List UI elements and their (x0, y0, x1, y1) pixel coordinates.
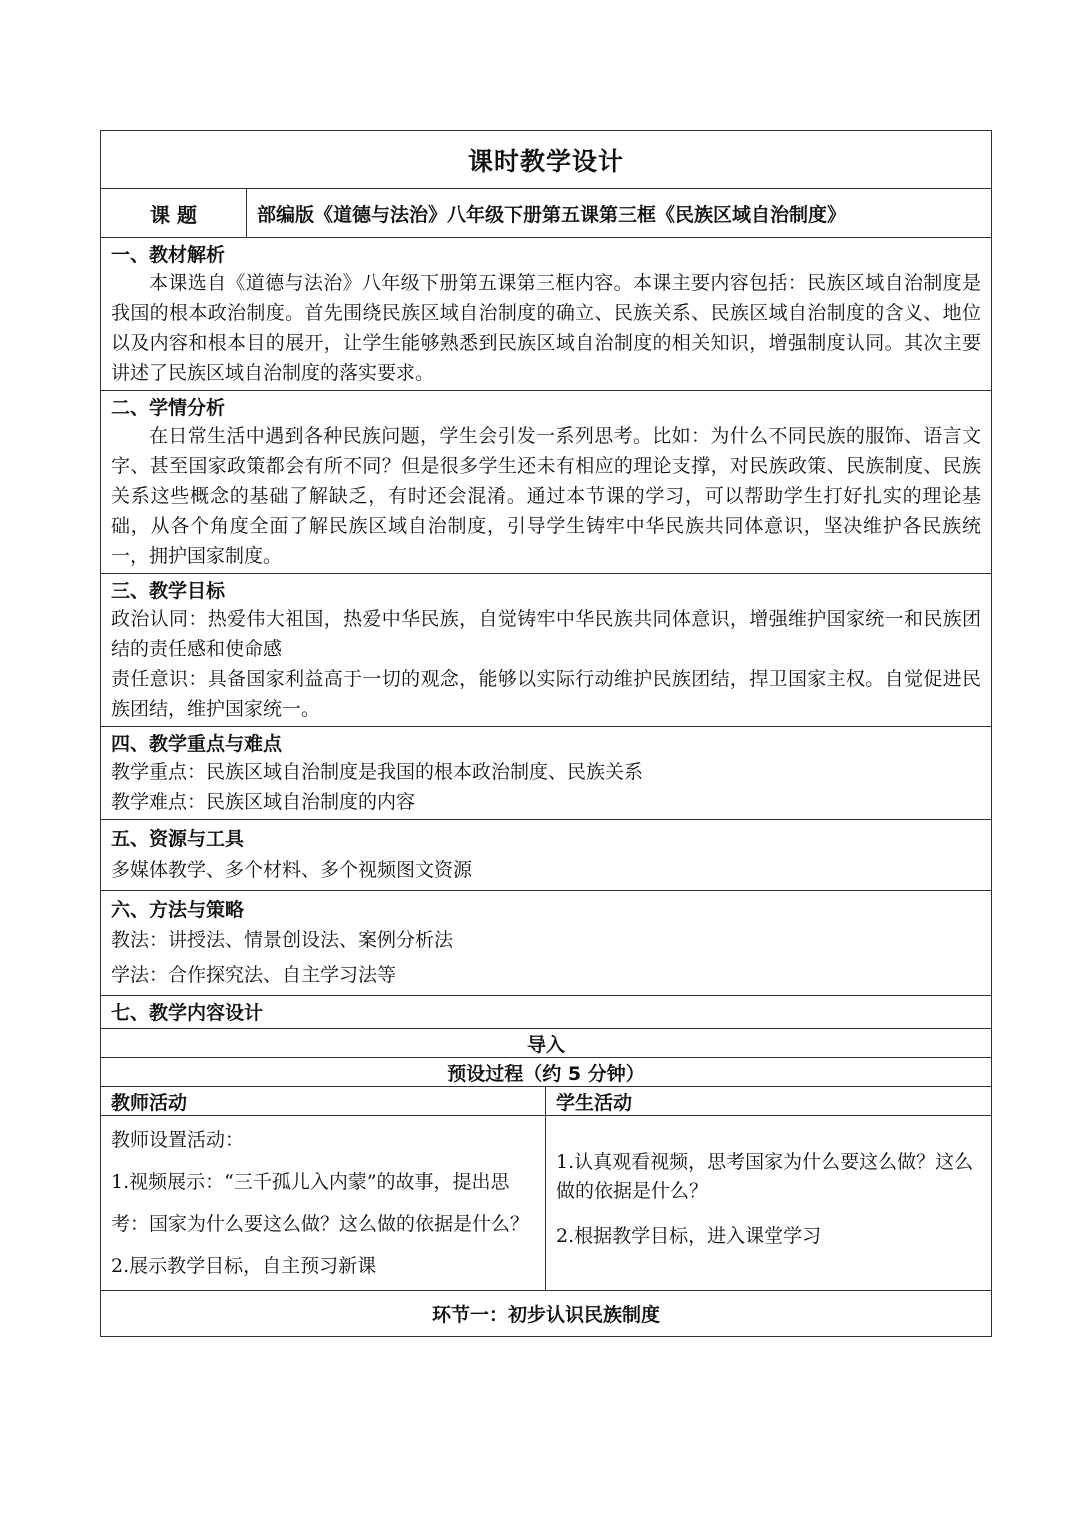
section-text: 本课选自《道德与法治》八年级下册第五课第三框内容。本课主要内容包括：民族区域自治制度是我国的根本政治制度。首先围绕民族区域自治制度的确立、民族关系、民族区域自治制度的含义、地位以及内容和根本目的展开，让学生能够熟悉到民族区域自治制度的相关知识，增强制度认同。其次主要讲述了民族区域自治制度的落实要求。 (111, 272, 982, 384)
topic-value: 部编版《道德与法治》八年级下册第五课第三框《民族区域自治制度》 (247, 189, 992, 238)
section-heading: 三、教学目标 (111, 580, 226, 602)
section-content-design (101, 996, 992, 1029)
student-activity-item: 1.认真观看视频，思考国家为什么要这么做？这么做的依据是什么？ (556, 1151, 974, 1202)
section-methods (101, 891, 992, 996)
section-heading: 一、教材解析 (111, 244, 226, 266)
teacher-activity-intro: 教师设置活动： (111, 1129, 245, 1151)
teaching-method: 教法：讲授法、情景创设法、案例分析法 (111, 929, 454, 951)
learning-method: 学法：合作探究法、自主学习法等 (111, 964, 397, 986)
process-title: 预设过程（约 5 分钟） (101, 1058, 992, 1087)
student-activity-header: 学生活动 (546, 1087, 992, 1116)
section-heading: 五、资源与工具 (111, 828, 245, 850)
section-heading: 二、学情分析 (111, 397, 226, 419)
section-heading: 六、方法与策略 (111, 899, 245, 921)
section-key-points (101, 727, 992, 820)
resources-text: 多媒体教学、多个材料、多个视频图文资源 (111, 859, 473, 881)
key-point: 教学重点：民族区域自治制度是我国的根本政治制度、民族关系 (111, 761, 644, 783)
section-teaching-goals (101, 574, 992, 727)
student-activity-cell (546, 1116, 992, 1291)
teacher-activity-header: 教师活动 (101, 1087, 546, 1116)
goal-responsibility: 责任意识：具备国家利益高于一切的观念，能够以实际行动维护民族团结，捍卫国家主权。自觉促进民族团结，维护国家统一。 (111, 668, 982, 720)
teacher-activity-item: 2.展示教学目标，自主预习新课 (111, 1255, 377, 1277)
next-stage-title: 环节一：初步认识民族制度 (101, 1291, 992, 1337)
section-student-analysis (101, 391, 992, 574)
teacher-activity-cell (101, 1116, 546, 1291)
section-textbook-analysis (101, 238, 992, 391)
section-resources (101, 820, 992, 891)
teacher-activity-item: 1.视频展示：“三千孤儿入内蒙”的故事，提出思考：国家为什么要这么做？这么做的依据是什么？ (111, 1171, 530, 1235)
section-text: 在日常生活中遇到各种民族问题，学生会引发一系列思考。比如：为什么不同民族的服饰、语言文字、甚至国家政策都会有所不同？但是很多学生还未有相应的理论支撑，对民族政策、民族制度、民族关系这些概念的基础了解缺乏，有时还会混淆。通过本节课的学习，可以帮助学生打好扎实的理论基础，从各个角度全面了解民族区域自治制度，引导学生铸牢中华民族共同体意识，坚决维护各民族统一，拥护国家制度。 (111, 425, 982, 567)
document-title: 课时教学设计 (101, 131, 992, 189)
difficult-point: 教学难点：民族区域自治制度的内容 (111, 791, 416, 813)
goal-political: 政治认同：热爱伟大祖国，热爱中华民族，自觉铸牢中华民族共同体意识，增强维护国家统一和民族团结的责任感和使命感 (111, 608, 982, 660)
section-heading: 七、教学内容设计 (111, 1002, 264, 1024)
section-heading: 四、教学重点与难点 (111, 733, 283, 755)
stage-title: 导入 (101, 1029, 992, 1058)
lesson-design-table (100, 130, 992, 1337)
topic-label: 课 题 (101, 189, 247, 238)
student-activity-item: 2.根据教学目标，进入课堂学习 (556, 1225, 822, 1247)
